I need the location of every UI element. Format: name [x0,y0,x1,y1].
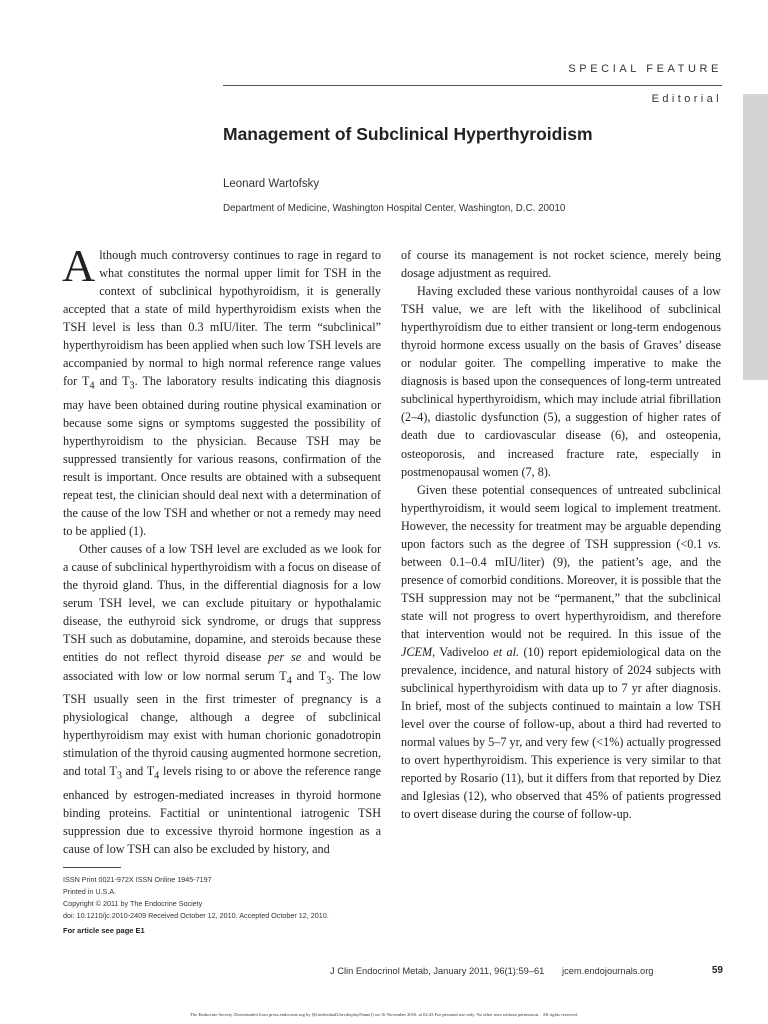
subsection-label: Editorial [651,93,722,105]
doi-line: doi: 10.1210/jc.2010-2409 Received October 12, 2010. Accepted October 12, 2010. [63,911,329,920]
download-notice: The Endocrine Society. Downloaded from press.endocrine.org by [${individualUser.displayName}] on 16 November 2016. at 02:43 For personal use only. No other uses without permission. . All rights reserved. [190,1012,578,1017]
page-number: 59 [711,965,723,976]
section-tab [743,94,768,380]
journal-url[interactable]: jcem.endojournals.org [562,966,654,976]
copyright-line: Copyright © 2011 by The Endocrine Society [63,899,203,908]
journal-citation: J Clin Endocrinol Metab, January 2011, 96(1):59–61 [330,966,545,976]
issn-line: ISSN Print 0021-972X ISSN Online 1945-7197 [63,875,212,884]
paragraph: of course its management is not rocket science, merely being dosage adjustment as required. [401,248,721,281]
front-matter [63,874,329,922]
article-title: Management of Subclinical Hyperthyroidism [223,124,593,144]
body-column-right [401,246,721,824]
drop-cap: A [62,240,96,291]
paragraph: Although much controversy continues to rage in regard to what constitutes the normal upper limit for TSH in the context of subclinical hypothyroidism, it is generally accepted that a state of mild hyperthyroidism exists when the TSH level is less than 0.3 mIU/liter. The term “subclinical” hyperthyroidism has been applied when such low TSH levels are accompanied by normal to high normal reference range values for $T_4$ and $T_3$. The laboratory results indicating this diagnosis may have been obtained during routine physical examination or because some signs or symptoms suggested the possibility of hyperthyroidism to the physician. Because TSH may be suppressed transiently for various reasons, confirmation of the result is important. Once results are obtained with a subsequent repeat test, the clinician should deal next with a determination of the cause of the low TSH and whether or not a remedy may need to be applied (1). [62,240,381,539]
section-label: SPECIAL FEATURE [568,63,722,75]
paragraph: Other causes of a low TSH level are excluded as we look for a cause of subclinical hyperthyroidism with a focus on disease of the thyroid gland. Thus, in the differential diagnosis for a low serum TSH level, we can exclude pituitary or hypothalamic disease, the euthyroid sick syndrome, or drugs that suppress TSH such as dobutamine, dopamine, and steroids because these entities do not reflect thyroid disease per se and would be associated with low or low normal serum $T_4$ and $T_3$. The low TSH usually seen in the first trimester of pregnancy is a physiological change, although a degree of subclinical hyperthyroidism may exist with human chorionic gonadotropin stimulation of the thyroid causing augmented hormone secretion, and total $T_3$ and $T_4$ levels rising to or above the reference range enhanced by estrogen-mediated increases in thyroid hormone binding proteins. Factitial or unintentional iatrogenic TSH suppression due to excessive thyroid hormone ingestion as a cause of low TSH can also be excluded by history, and [63,542,381,856]
paragraph: Having excluded these various nonthyroidal causes of a low TSH value, we are left with the likelihood of subclinical hyperthyroidism due to either transient or long-term endogenous thyroid hormone excess usually on the basis of Graves’ disease or nodular goiter. The compelling imperative to make the diagnosis is based upon the consequences of long-term untreated subclinical hyperthyroidism, which may include atrial fibrillation (2–4), diastolic dysfunction (5), a suggestion of higher rates of death due to cardiovascular disease (6), and osteopenia, osteoporosis, and increased fracture rate, especially in postmenopausal women (7, 8). [401,284,721,479]
author-name: Leonard Wartofsky [223,178,320,190]
paragraph: Given these potential consequences of untreated subclinical hyperthyroidism, it would seem logical to implement treatment. However, the necessity for treatment may be arguable depending upon factors such as the degree of TSH suppression (<0.1 vs. between 0.1–0.4 mIU/liter) (9), the patient’s age, and the presence of comorbid conditions. Moreover, it is possible that the TSH suppression may not be “permanent,” that the subclinical state will not progress to overt hyperthyroidism, and therefore that intervention would not be required. In this issue of the JCEM, Vadiveloo et al. (10) report epidemiological data on the prevalence, incidence, and natural history of 2024 subjects with subclinical hyperthyroidism with data up to 7 yr after diagnosis. In brief, most of the subjects continued to maintain a low TSH level over the course of follow-up, about a third had reverted to normal values by 5–7 yr, and very few (<1%) actually progressed to overt hyperthyroidism. This experience is very similar to that reported by Rosario (11), but it differs from that reported by Diez and Iglesias (12), who observed that 45% of patients progressed to overt disease during the course of follow-up. [401,482,721,822]
printed-line: Printed in U.S.A. [63,887,117,896]
see-page-link[interactable]: For article see page E1 [63,926,145,935]
header-rule [223,85,722,86]
body-column-left [62,240,381,858]
author-affiliation: Department of Medicine, Washington Hospital Center, Washington, D.C. 20010 [223,203,566,214]
footnote-rule [63,867,121,868]
